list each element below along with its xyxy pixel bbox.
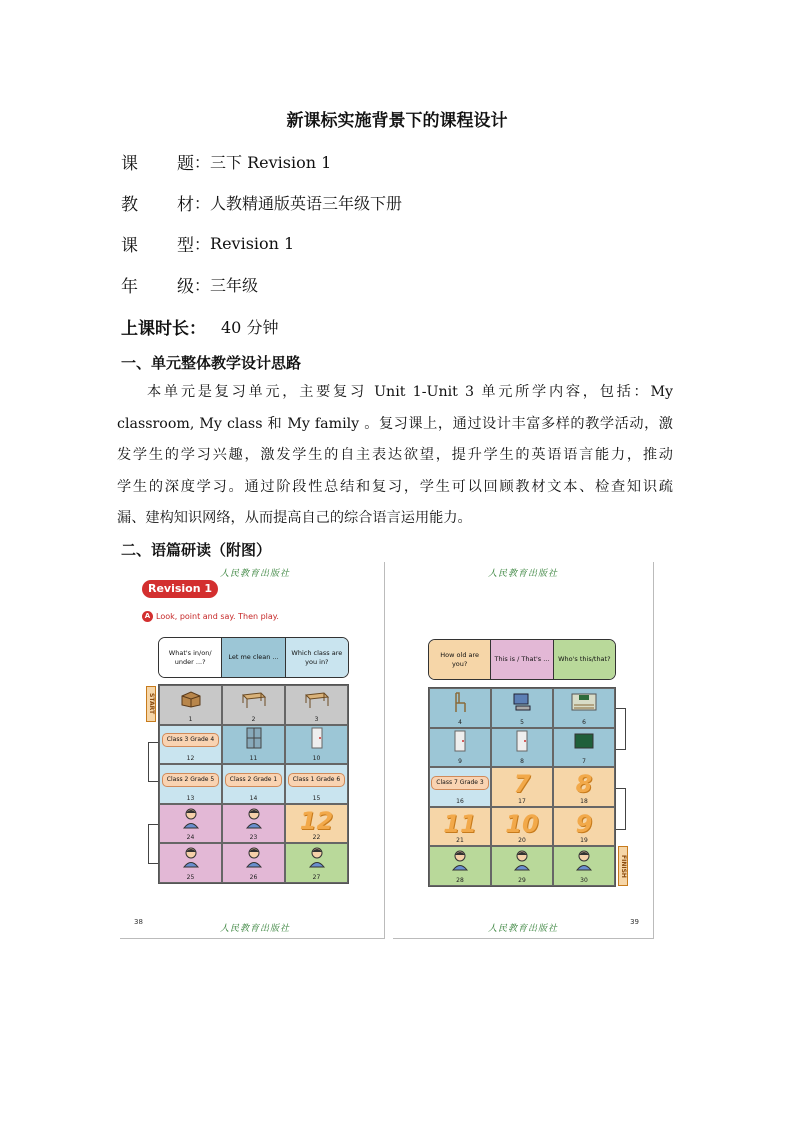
cell-number: 14 bbox=[249, 794, 258, 802]
big-number: 10 bbox=[505, 809, 539, 838]
revision-badge: Revision 1 bbox=[142, 580, 218, 598]
blackboard-icon bbox=[574, 733, 594, 753]
duration-value: 40 分钟 bbox=[221, 318, 279, 337]
cell-number: 3 bbox=[314, 715, 319, 723]
field-lesson-type bbox=[121, 231, 294, 256]
board-cell bbox=[159, 764, 222, 804]
field-value: 三年级 bbox=[210, 276, 259, 295]
person-icon bbox=[244, 807, 264, 833]
board-cell bbox=[159, 725, 222, 765]
textbook-page-left bbox=[120, 562, 385, 939]
board-cell bbox=[159, 843, 222, 883]
page-number: 38 bbox=[134, 918, 143, 926]
label-char: 课 bbox=[121, 236, 138, 256]
paragraph-line: 漏、建构知识网络，从而提高自己的综合语言运用能力。 bbox=[117, 510, 472, 526]
cell-number: 18 bbox=[580, 797, 588, 805]
cell-number: 9 bbox=[458, 758, 462, 766]
path-arrow bbox=[616, 708, 626, 750]
cell-number: 22 bbox=[312, 834, 321, 842]
paragraph-line: 学生的深度学习。通过阶段性总结和复习，学生可以回顾教材文本、检查知识疏 bbox=[117, 478, 673, 495]
cell-number: 29 bbox=[518, 876, 526, 884]
person-icon bbox=[450, 849, 470, 875]
cell-number: 27 bbox=[312, 873, 321, 881]
prompt-cell: How old are you? bbox=[429, 640, 491, 679]
instruction bbox=[142, 611, 279, 622]
board-cell bbox=[553, 767, 615, 807]
person-icon bbox=[512, 849, 532, 875]
board-cell bbox=[285, 804, 348, 844]
field-duration bbox=[121, 314, 278, 339]
cell-number: 25 bbox=[186, 873, 195, 881]
section-heading-2: 二、语篇研读（附图） bbox=[121, 541, 272, 559]
field-colon: ： bbox=[194, 153, 211, 172]
game-board-left bbox=[158, 684, 349, 884]
cell-number: 10 bbox=[312, 755, 321, 763]
chair-icon bbox=[452, 691, 468, 717]
field-colon: ： bbox=[194, 194, 211, 213]
cell-number: 24 bbox=[186, 834, 195, 842]
board-cell bbox=[553, 846, 615, 886]
prompt-header bbox=[158, 637, 349, 678]
start-tag: START bbox=[146, 686, 156, 722]
computer-icon bbox=[511, 692, 533, 716]
label-char: 年 bbox=[121, 277, 138, 297]
label-char: 教 bbox=[121, 195, 138, 215]
paragraph-line: classroom, My class 和 My family 。复习课上，通过设计丰富多样的教学活动，激 bbox=[117, 415, 673, 432]
board-cell bbox=[285, 764, 348, 804]
class-grade-label: Class 3 Grade 4 bbox=[162, 733, 219, 747]
big-number: 9 bbox=[575, 809, 593, 838]
label-char: 题 bbox=[177, 154, 194, 174]
board-cell bbox=[491, 767, 553, 807]
publisher-mark: 人民教育出版社 bbox=[488, 569, 559, 579]
person-icon bbox=[181, 846, 201, 872]
board-cell bbox=[285, 843, 348, 883]
cell-number: 20 bbox=[518, 837, 526, 845]
big-number: 7 bbox=[513, 769, 531, 798]
cell-number: 4 bbox=[458, 718, 462, 726]
board-cell bbox=[285, 725, 348, 765]
page-number: 39 bbox=[630, 918, 639, 926]
cell-number: 5 bbox=[520, 718, 524, 726]
instruction-text: Look, point and say. Then play. bbox=[156, 612, 279, 621]
cell-number: 15 bbox=[312, 794, 321, 802]
field-topic bbox=[121, 149, 331, 174]
board-cell bbox=[222, 685, 285, 725]
big-number: 11 bbox=[443, 809, 477, 838]
cell-number: 23 bbox=[249, 834, 258, 842]
board-cell bbox=[159, 804, 222, 844]
prompt-cell: Let me clean ... bbox=[222, 638, 285, 677]
board-cell bbox=[429, 688, 491, 728]
cell-number: 2 bbox=[251, 715, 256, 723]
window-icon bbox=[245, 727, 263, 753]
person-icon bbox=[181, 807, 201, 833]
prompt-cell: This is / That's ... bbox=[491, 640, 553, 679]
person-icon bbox=[244, 846, 264, 872]
board-cell bbox=[491, 728, 553, 768]
cell-number: 19 bbox=[580, 837, 588, 845]
board-cell bbox=[285, 685, 348, 725]
class-grade-label: Class 7 Grade 3 bbox=[431, 776, 488, 790]
board-cell bbox=[159, 685, 222, 725]
cell-number: 1 bbox=[188, 715, 193, 723]
class-grade-label: Class 1 Grade 6 bbox=[288, 773, 345, 787]
prompt-cell: What's in/on/ under ...? bbox=[159, 638, 222, 677]
door-icon bbox=[310, 727, 324, 753]
person-icon bbox=[307, 846, 327, 872]
person-icon bbox=[574, 849, 594, 875]
cell-number: 26 bbox=[249, 873, 258, 881]
field-textbook bbox=[121, 190, 402, 215]
cell-number: 16 bbox=[456, 797, 464, 805]
field-colon: ： bbox=[194, 235, 211, 254]
board-cell bbox=[553, 728, 615, 768]
big-number: 8 bbox=[575, 769, 593, 798]
prompt-cell: Who's this/that? bbox=[554, 640, 615, 679]
publisher-mark: 人民教育出版社 bbox=[220, 569, 291, 579]
board-cell bbox=[222, 725, 285, 765]
board-cell bbox=[222, 764, 285, 804]
cell-number: 11 bbox=[249, 755, 258, 763]
board-cell bbox=[553, 807, 615, 847]
cell-number: 13 bbox=[186, 794, 195, 802]
prompt-cell: Which class are you in? bbox=[286, 638, 348, 677]
door-icon bbox=[515, 730, 529, 756]
cell-number: 7 bbox=[582, 758, 586, 766]
board-cell bbox=[429, 728, 491, 768]
textbook-page-right bbox=[393, 562, 654, 939]
classroom-icon bbox=[571, 693, 597, 715]
class-grade-label: Class 2 Grade 5 bbox=[162, 773, 219, 787]
board-cell bbox=[491, 846, 553, 886]
desk-icon bbox=[241, 689, 267, 713]
path-arrow bbox=[148, 742, 158, 782]
paragraph-line: 本单元是复习单元，主要复习 Unit 1-Unit 3 单元所学内容，包括：My bbox=[147, 384, 673, 400]
cell-number: 8 bbox=[520, 758, 524, 766]
cell-number: 6 bbox=[582, 718, 586, 726]
big-number: 12 bbox=[299, 806, 334, 835]
cell-number: 28 bbox=[456, 876, 464, 884]
board-cell bbox=[429, 846, 491, 886]
label-char: 材 bbox=[177, 195, 194, 215]
duration-label: 上课时长： bbox=[121, 319, 206, 339]
field-grade bbox=[121, 272, 258, 297]
label-char: 型 bbox=[177, 236, 194, 256]
section-1-paragraph bbox=[117, 377, 673, 535]
label-char: 级 bbox=[177, 277, 194, 297]
activity-letter: A bbox=[142, 611, 153, 622]
door-icon bbox=[453, 730, 467, 756]
field-colon: ： bbox=[194, 276, 211, 295]
box-icon bbox=[179, 690, 203, 712]
path-arrow bbox=[148, 824, 158, 864]
class-grade-label: Class 2 Grade 1 bbox=[225, 773, 282, 787]
board-cell bbox=[491, 688, 553, 728]
board-cell bbox=[553, 688, 615, 728]
paragraph-line: 发学生的学习兴趣，激发学生的自主表达欲望，提升学生的英语语言能力，推动 bbox=[117, 447, 673, 463]
board-cell bbox=[429, 807, 491, 847]
cell-number: 21 bbox=[456, 837, 464, 845]
publisher-mark: 人民教育出版社 bbox=[220, 924, 291, 934]
board-cell bbox=[491, 807, 553, 847]
publisher-mark: 人民教育出版社 bbox=[488, 924, 559, 934]
finish-tag: FINISH bbox=[618, 846, 628, 886]
page-title: 新课标实施背景下的课程设计 bbox=[286, 111, 508, 131]
prompt-header bbox=[428, 639, 616, 680]
section-heading-1: 一、单元整体教学设计思路 bbox=[121, 354, 302, 372]
field-value: 三下 Revision 1 bbox=[210, 153, 332, 172]
field-value: Revision 1 bbox=[210, 234, 295, 253]
path-arrow bbox=[616, 788, 626, 830]
field-value: 人教精通版英语三年级下册 bbox=[210, 194, 403, 213]
desk-icon bbox=[304, 689, 330, 713]
cell-number: 12 bbox=[186, 755, 195, 763]
board-cell bbox=[222, 843, 285, 883]
cell-number: 30 bbox=[580, 876, 588, 884]
board-cell bbox=[222, 804, 285, 844]
game-board-right bbox=[428, 687, 616, 887]
cell-number: 17 bbox=[518, 797, 526, 805]
label-char: 课 bbox=[121, 154, 138, 174]
board-cell bbox=[429, 767, 491, 807]
